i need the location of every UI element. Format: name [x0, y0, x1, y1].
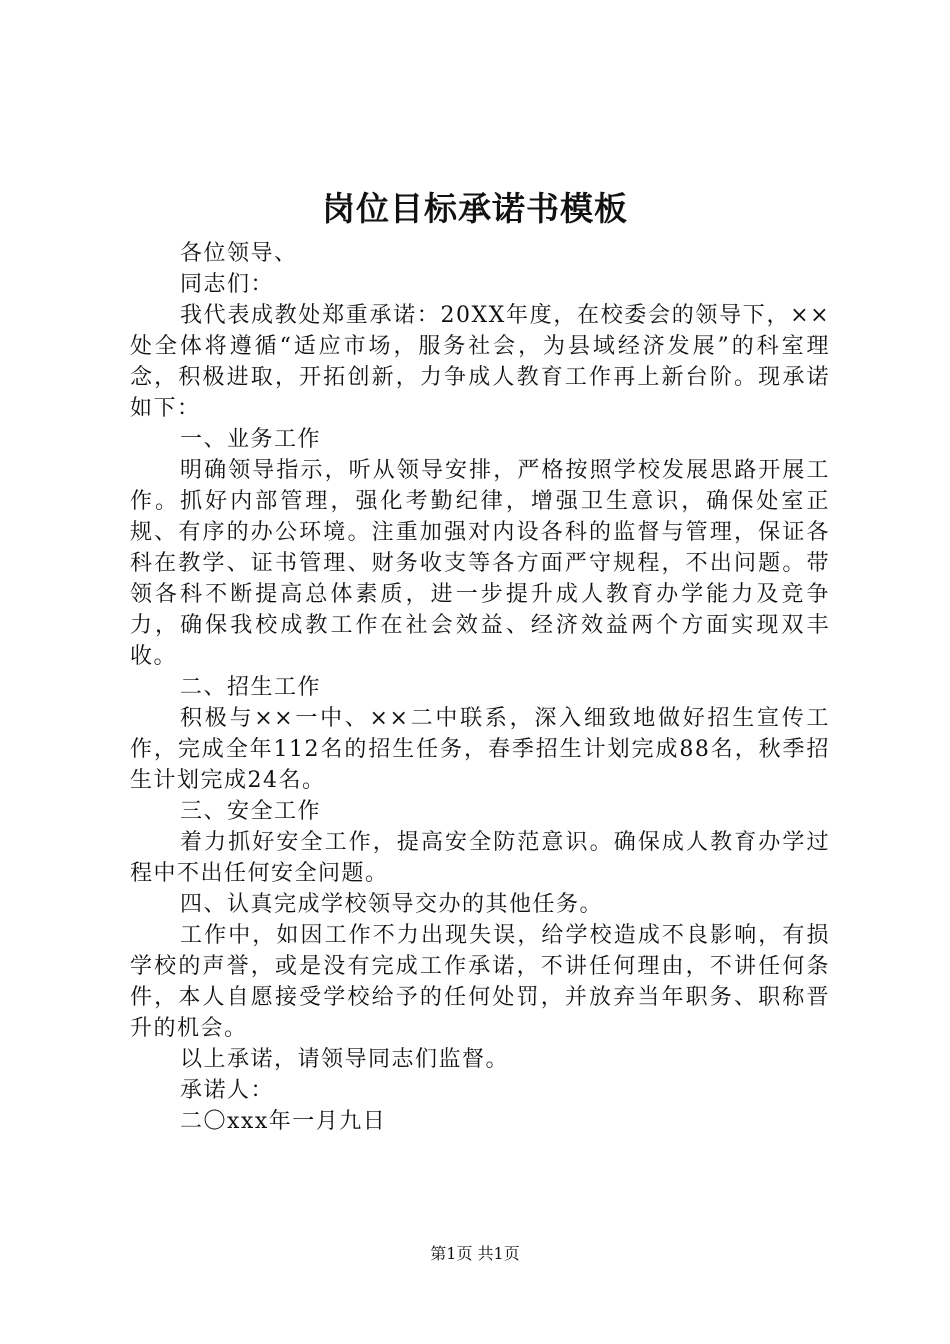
page-number-footer: 第1页 共1页	[430, 1244, 520, 1263]
promisor-line: 承诺人：	[180, 1078, 275, 1103]
salutation-leaders: 各位领导、	[180, 241, 298, 266]
date-line: 二〇xxx年一月九日	[180, 1109, 387, 1134]
document-body	[130, 238, 830, 1137]
business-paragraph: 明确领导指示，听从领导安排，严格按照学校发展思路开展工作。抓好内部管理，强化考勤纪律，增强卫生意识，确保处室正规、有序的办公环境。注重加强对内设各科的监督与管理，保证各科在教学、证书管理、财务收支等各方面严守规程，不出问题。带领各科不断提高总体素质，进一步提升成人教育办学能力及竞争力，确保我校成教工作在社会效益、经济效益两个方面实现双丰收。	[130, 458, 830, 669]
section-heading-safety: 三、安全工作	[180, 799, 322, 824]
safety-paragraph: 着力抓好安全工作，提高安全防范意识。确保成人教育办学过程中不出任何安全问题。	[130, 830, 830, 886]
section-heading-enrollment: 二、招生工作	[180, 675, 322, 700]
intro-paragraph: 我代表成教处郑重承诺：20XX年度，在校委会的领导下，××处全体将遵循“适应市场，服务社会，为县域经济发展”的科室理念，积极进取，开拓创新，力争成人教育工作再上新台阶。现承诺如下：	[130, 303, 830, 421]
section-heading-other-tasks: 四、认真完成学校领导交办的其他任务。	[180, 892, 604, 917]
salutation-comrades: 同志们：	[180, 272, 275, 297]
section-heading-business: 一、业务工作	[180, 427, 322, 452]
supervision-line: 以上承诺，请领导同志们监督。	[180, 1047, 510, 1072]
enrollment-paragraph: 积极与××一中、××二中联系，深入细致地做好招生宣传工作，完成全年112名的招生任务，春季招生计划完成88名，秋季招生计划完成24名。	[130, 706, 830, 793]
responsibility-paragraph: 工作中，如因工作不力出现失误，给学校造成不良影响，有损学校的声誉，或是没有完成工作承诺，不讲任何理由，不讲任何条件，本人自愿接受学校给予的任何处罚，并放弃当年职务、职称晋升的机会。	[130, 923, 830, 1041]
document-title: 岗位目标承诺书模板	[322, 189, 628, 228]
